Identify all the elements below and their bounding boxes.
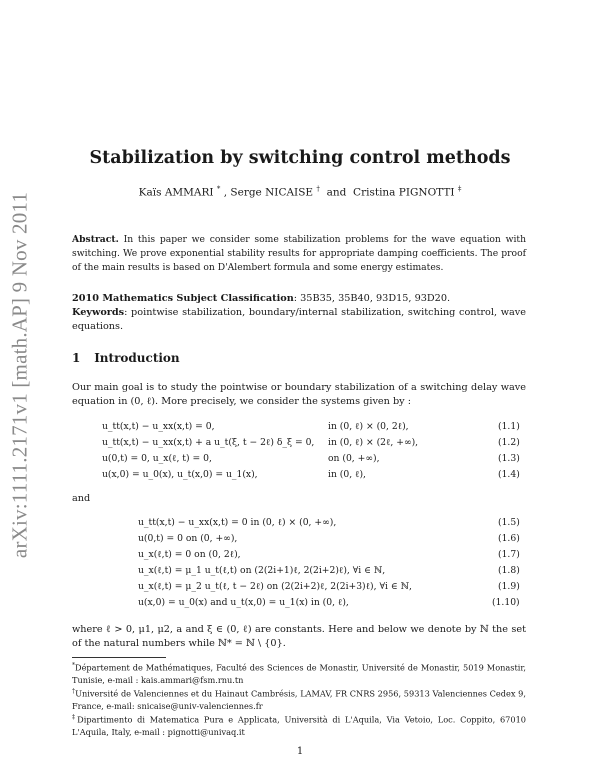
abstract-text: In this paper we consider some stabilization problems for the wave equation with switching. We prove exponential stability results for appropriate damping coefficients. The proof of the main results is based on D'Alembert formula and some energy estimates. <box>72 234 526 273</box>
keywords-text: : pointwise stabilization, boundary/internal stabilization, switching control, wave equations. <box>72 307 526 332</box>
abstract-label: Abstract. <box>72 234 119 245</box>
section-title: Introduction <box>94 351 180 365</box>
page-number: 1 <box>296 746 304 757</box>
equation-1-9-number: (1.9) <box>498 581 520 592</box>
footnote-rule <box>72 657 166 658</box>
equation-1-4-domain: in (0, ℓ), <box>328 469 366 480</box>
msc-classification <box>72 292 526 306</box>
msc-label: 2010 Mathematics Subject Classification <box>72 293 294 304</box>
equation-1-1-number: (1.1) <box>498 421 520 432</box>
author-pignotti-mark: ‡ <box>457 185 462 193</box>
definitions-paragraph: where ℓ > 0, μ1, μ2, a and ξ ∈ (0, ℓ) are constants. Here and below we denote by ℕ the set of the natural numbers while ℕ* = ℕ \ {0}. <box>72 624 526 649</box>
footnote-nicaise-mark: † <box>72 688 76 695</box>
section-heading <box>72 351 180 365</box>
footnote-nicaise-text: Université de Valenciennes et du Hainaut Cambrésis, LAMAV, FR CNRS 2956, 59313 Valenciennes Cedex 9, France, e-mail: snicaise@univ-valenciennes.fr <box>72 688 526 711</box>
equation-1-5: u_tt(x,t) − u_xx(x,t) = 0 in (0, ℓ) × (0, +∞), <box>138 517 337 528</box>
equation-1-1-domain: in (0, ℓ) × (0, 2ℓ), <box>328 421 409 432</box>
author-ammari: Kaïs AMMARI <box>138 186 214 199</box>
equation-1-8-number: (1.8) <box>498 565 520 576</box>
author-nicaise-mark: † <box>316 185 320 193</box>
equation-1-6: u(0,t) = 0 on (0, +∞), <box>138 533 238 544</box>
equation-1-3-number: (1.3) <box>498 453 520 464</box>
and-connector: and <box>72 493 91 504</box>
footnote-nicaise <box>72 686 526 712</box>
author-pignotti: Cristina PIGNOTTI <box>353 186 455 199</box>
author-conjunction: and <box>326 186 347 199</box>
author-nicaise: , Serge NICAISE <box>223 186 314 199</box>
abstract <box>72 233 526 275</box>
footnote-ammari-mark: * <box>72 662 75 669</box>
footnote-pignotti <box>72 712 526 738</box>
equation-1-7: u_x(ℓ,t) = 0 on (0, 2ℓ), <box>138 549 241 560</box>
footnote-pignotti-text: Dipartimento di Matematica Pura e Applicata, Università di L'Aquila, Via Vetoio, Loc. Coppito, 67010 L'Aquila, Italy, e-mail : pignotti@univaq.it <box>72 714 526 737</box>
author-ammari-mark: * <box>216 185 221 193</box>
equation-1-5-number: (1.5) <box>498 517 520 528</box>
equation-1-1-lhs: u_tt(x,t) − u_xx(x,t) = 0, <box>102 421 215 432</box>
equation-1-3-lhs: u(0,t) = 0, u_x(ℓ, t) = 0, <box>102 453 212 464</box>
msc-codes: : 35B35, 35B40, 93D15, 93D20. <box>293 293 451 304</box>
equation-1-6-number: (1.6) <box>498 533 520 544</box>
equation-1-10: u(x,0) = u_0(x) and u_t(x,0) = u_1(x) in (0, ℓ), <box>138 597 349 608</box>
keywords-label: Keywords <box>72 307 125 318</box>
equation-1-8: u_x(ℓ,t) = μ_1 u_t(ℓ,t) on (2(2i+1)ℓ, 2(2i+2)ℓ), ∀i ∈ ℕ, <box>138 565 386 576</box>
equation-1-4-number: (1.4) <box>498 469 520 480</box>
footnote-ammari-text: Département de Mathématiques, Faculté des Sciences de Monastir, Université de Monastir, 5019 Monastir, Tunisie, e-mail : kais.ammari@fsm.rnu.tn <box>72 662 526 685</box>
equation-1-2-domain: in (0, ℓ) × (2ℓ, +∞), <box>328 437 419 448</box>
paper-title: Stabilization by switching control methods <box>89 148 511 168</box>
section-number: 1 <box>72 351 81 365</box>
equation-1-9: u_x(ℓ,t) = μ_2 u_t(ℓ, t − 2ℓ) on (2(2i+2)ℓ, 2(2i+3)ℓ), ∀i ∈ ℕ, <box>138 581 412 592</box>
equation-1-2-number: (1.2) <box>498 437 520 448</box>
footnote-ammari <box>72 660 526 686</box>
arxiv-identifier-stamp <box>0 170 40 580</box>
equation-1-2-lhs: u_tt(x,t) − u_xx(x,t) + a u_t(ξ, t − 2ℓ) δ_ξ = 0, <box>102 437 315 448</box>
equation-1-7-number: (1.7) <box>498 549 520 560</box>
equation-1-3-domain: on (0, +∞), <box>328 453 380 464</box>
author-list <box>0 185 600 199</box>
footnote-pignotti-mark: ‡ <box>72 714 78 721</box>
keywords <box>72 306 526 334</box>
intro-paragraph: Our main goal is to study the pointwise or boundary stabilization of a switching delay wave equation in (0, ℓ). More precisely, we consider the systems given by : <box>72 382 526 407</box>
equation-1-10-number: (1.10) <box>492 597 520 608</box>
arxiv-stamp-text: arXiv:1111.2171v1 [math.AP] 9 Nov 2011 <box>7 191 32 559</box>
equation-1-4-lhs: u(x,0) = u_0(x), u_t(x,0) = u_1(x), <box>102 469 258 480</box>
